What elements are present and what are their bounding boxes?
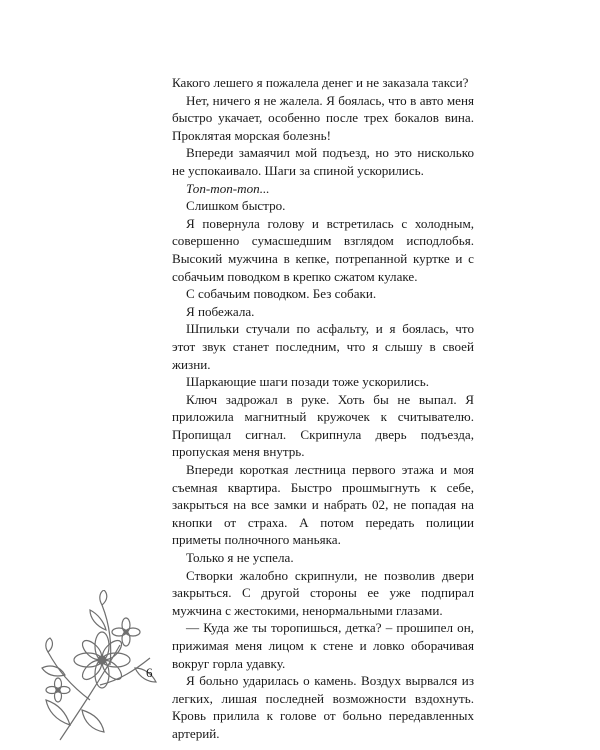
paragraph: Я повернула голову и встретилась с холодным, совершенно сумасшедшим взглядом исподлобья. Высокий мужчина в кепке, потрепанной куртке и с собачьим поводком в крепко сжатом кулаке. <box>172 215 474 284</box>
paragraph-dialogue: — Куда же ты торопишься, детка? – прошипел он, прижимая меня лицом к стене и ловко оборачивая вокруг горла удавку. <box>172 620 474 671</box>
paragraph: С собачьим поводком. Без собаки. <box>186 286 377 302</box>
paragraph-onomatopoeia: Топ-топ-топ... <box>186 180 270 196</box>
paragraph: Нет, ничего я не жалела. Я боялась, что в авто меня быстро укачает, особенно после трех бокалов вина. Проклятая морская болезнь! <box>172 92 474 143</box>
paragraph: Слишком быстро. <box>186 198 286 214</box>
floral-ornament-icon <box>40 590 160 750</box>
paragraph: Я побежала. <box>186 303 255 319</box>
paragraph: Только я не успела. <box>186 550 294 566</box>
paragraph: Впереди короткая лестница первого этажа и моя съемная квартира. Быстро прошмыгнуть к себе, закрыться на все замки и набрать 02, не попадая на кнопки от страха. А потом передать полиции приметы полночного маньяка. <box>172 462 474 548</box>
paragraph: Створки жалобно скрипнули, не позволив двери закрыться. С другой стороны ее уже подпирал мужчина с жестокими, ненормальными глазами. <box>172 567 474 618</box>
paragraph: Шпильки стучали по асфальту, и я боялась, что этот звук станет последним, что я слышу в своей жизни. <box>172 321 474 372</box>
page-number: 6 <box>146 665 153 680</box>
paragraph: Ключ задрожал в руке. Хоть бы не выпал. Я приложила магнитный кружочек к считывателю. Пропищал сигнал. Скрипнула дверь подъезда, пропуская меня внутрь. <box>172 391 474 460</box>
paragraph: Шаркающие шаги позади тоже ускорились. <box>186 374 430 390</box>
paragraph: Я больно ударилась о камень. Воздух вырвался из легких, лишая последней возможности вздохнуть. Кровь прилила к голове от больно передавленных артерий. <box>172 673 474 741</box>
paragraph: Какого лешего я пожалела денег и не заказала такси? <box>172 75 469 90</box>
paragraph: Впереди замаячил мой подъезд, но это нисколько не успокаивало. Шаги за спиной ускорились. <box>172 145 474 178</box>
body-text <box>172 74 474 743</box>
